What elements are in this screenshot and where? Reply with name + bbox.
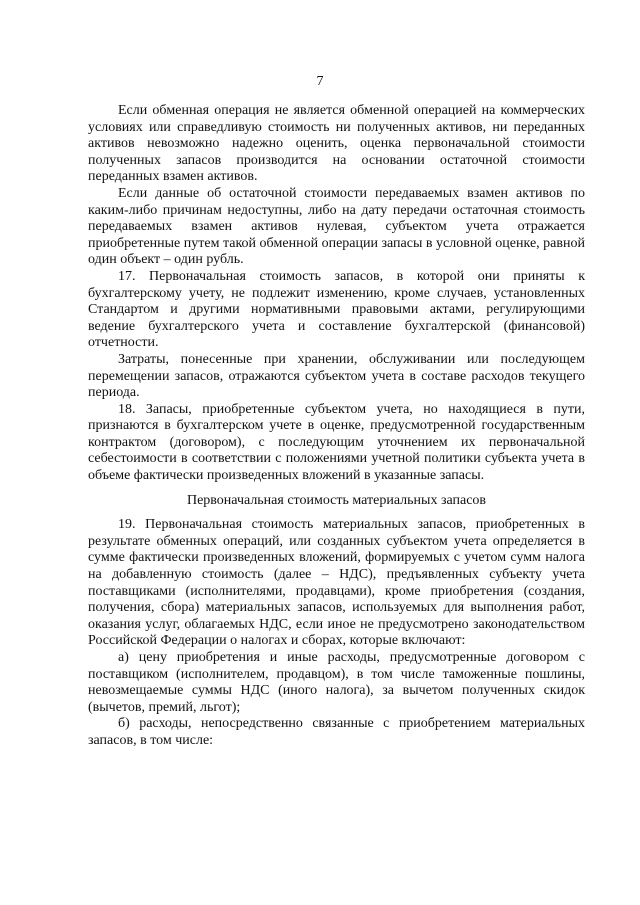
- paragraph-residual-value: Если данные об остаточной стоимости передаваемых взамен активов по каким-либо причинам недоступны, либо на дату передачи остаточная стоимость передаваемых взамен активов нулевая, субъектом учета отражается приобретенные путем такой обменной операции запасы в условной оценке, равной один объект – один рубль.: [88, 185, 585, 268]
- page-number: 7: [316, 74, 324, 89]
- paragraph-clause-19: 19. Первоначальная стоимость материальных запасов, приобретенных в результате обменных операций, или созданных субъектом учета определяется в сумме фактически произведенных вложений, формируемых с учетом сумм налога на добавленную стоимость (далее – НДС), предъявленных субъекту учета поставщиками (исполнителями, продавцами), кроме приобретения (создания, получения, сбора) материальных запасов, используемых для выполнения работ, оказания услуг, облагаемых НДС, если иное не предусмотрено законодательством Российской Федерации о налогах и сборах, которые включают:: [88, 517, 585, 649]
- paragraph-exchange-operation: Если обменная операция не является обменной операцией на коммерческих условиях или справедливую стоимость ни полученных активов, ни переданных активов невозможно надежно оценить, оценка первоначальной стоимости полученных запасов производится на основании остаточной стоимости переданных взамен активов.: [88, 103, 585, 185]
- paragraph-clause-18: 18. Запасы, приобретенные субъектом учета, но находящиеся в пути, признаются в бухгалтерском учете в оценке, предусмотренной государственным контрактом (договором), с последующим уточнением их первоначальной себестоимости в соответствии с положениями учетной политики субъекта учета в объеме фактически произведенных вложений в указанные запасы.: [88, 401, 585, 484]
- section-heading: Первоначальная стоимость материальных запасов: [186, 492, 487, 508]
- paragraph-item-b: б) расходы, непосредственно связанные с приобретением материальных запасов, в том числе:: [88, 716, 585, 748]
- paragraph-item-a: а) цену приобретения и иные расходы, предусмотренные договором с поставщиком (исполнителем, продавцом), в том числе таможенные пошлины, невозмещаемые суммы НДС (иного налога), за вычетом полученных скидок (вычетов, премий, льгот);: [88, 650, 585, 715]
- paragraph-storage-costs: Затраты, понесенные при хранении, обслуживании или последующем перемещении запасов, отражаются субъектом учета в составе расходов текущего периода.: [88, 351, 585, 401]
- document-body: [88, 103, 585, 750]
- paragraph-clause-17: 17. Первоначальная стоимость запасов, в которой они приняты к бухгалтерскому учету, не подлежит изменению, кроме случаев, установленных Стандартом и другими нормативными правовыми актами, регулирующими ведение бухгалтерского учета и составление бухгалтерской (финансовой) отчетности.: [88, 268, 585, 351]
